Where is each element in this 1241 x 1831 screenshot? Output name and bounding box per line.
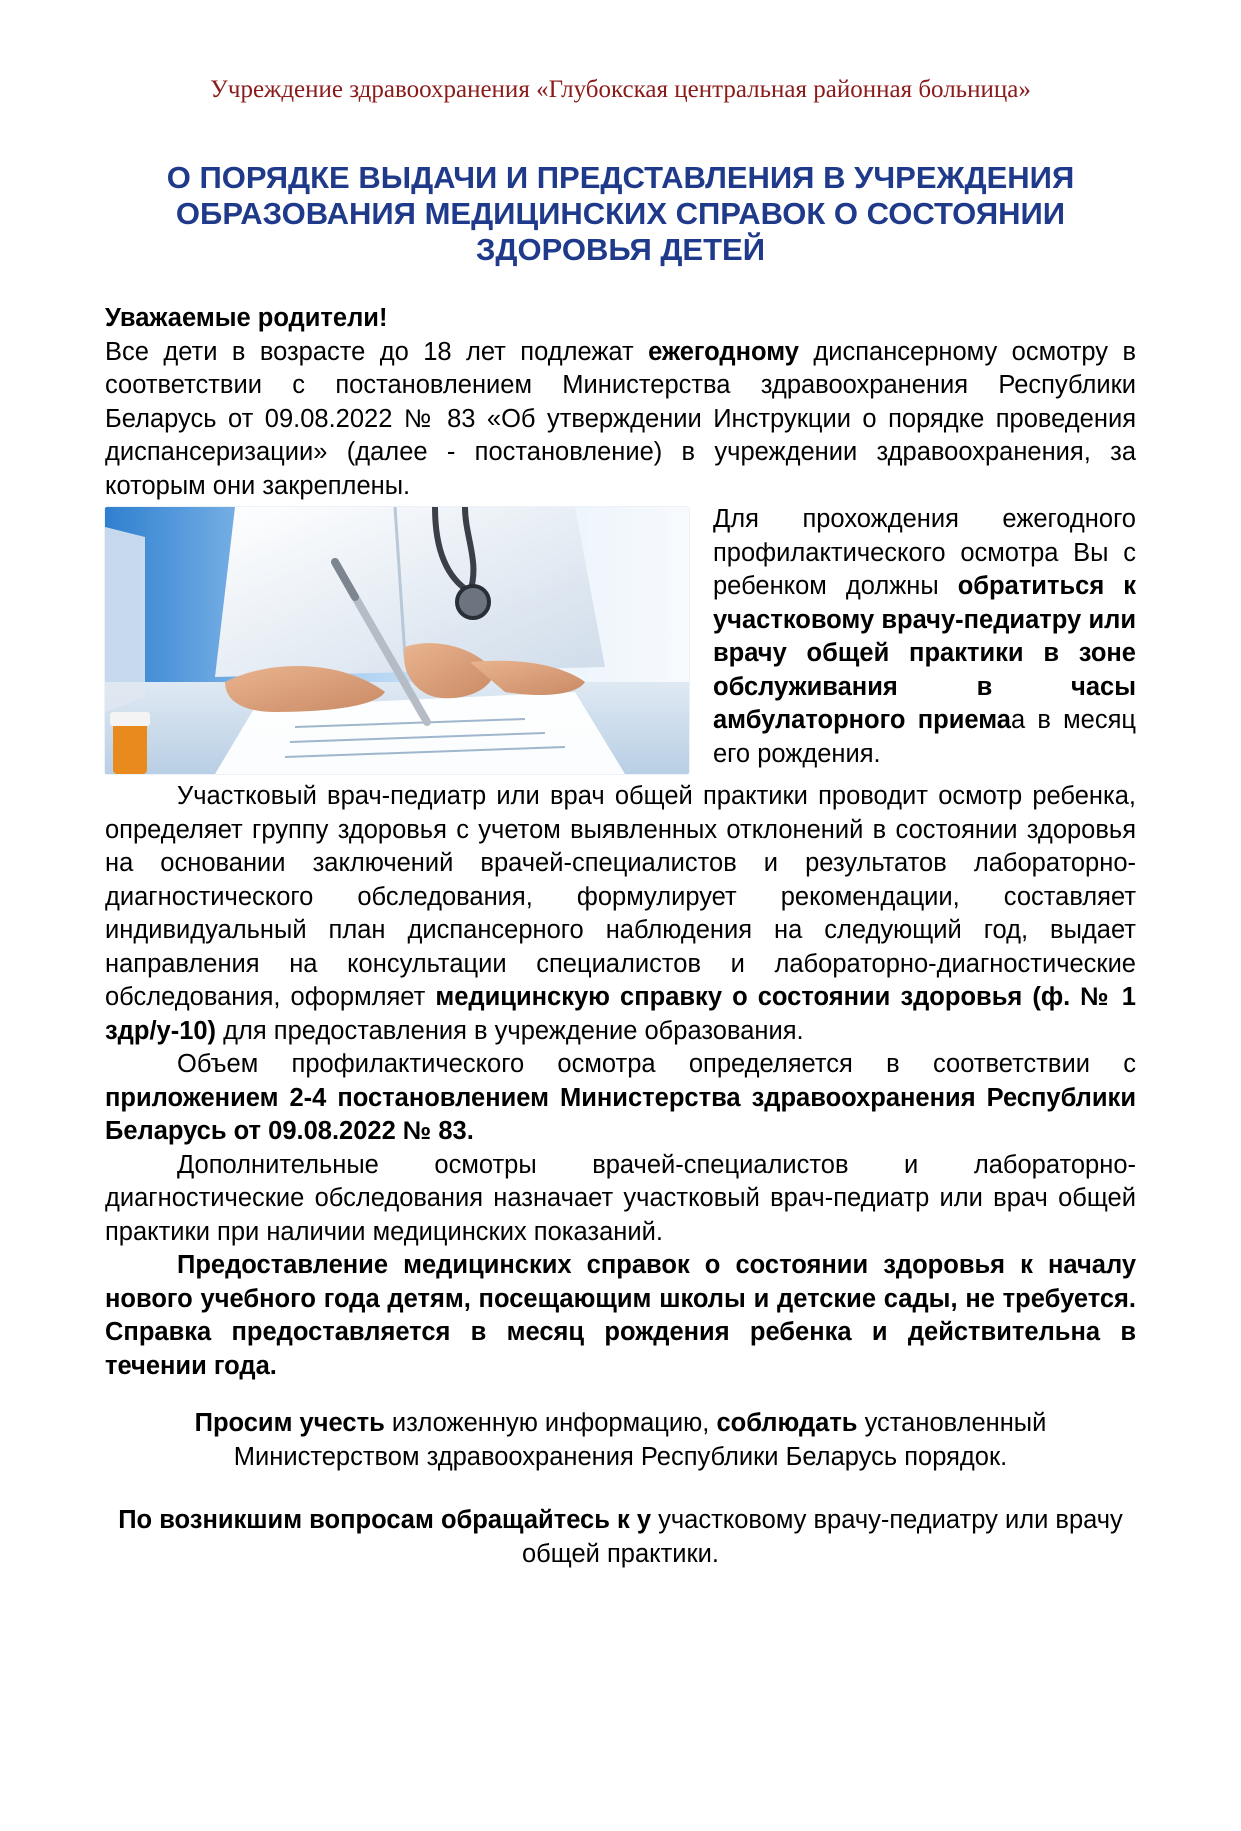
institution-name: Учреждение здравоохранения «Глубокская центральная районная больница» (210, 76, 1031, 103)
emphasis-appendix: приложением 2-4 постановлением Министерства здравоохранения Республики Беларусь от 09.08.2022 № 83. (105, 1083, 1136, 1145)
emphasis-annual: ежегодному (648, 337, 799, 366)
paragraph-text: Участковый врач-педиатр или врач общей практики проводит осмотр ребенка, определяет группу здоровья с учетом выявленных отклонений в состоянии здоровья на основании заключений врачей-специалистов и результатов лабораторно-диагностического обследования, формулирует рекомендации, составляет индивидуальный план диспансерного наблюдения на следующий год, выдает направления на консультации специалистов и лабораторно-диагностические обследования, оформляет (105, 782, 1136, 1011)
paragraph-intro (105, 336, 1136, 504)
closing-request (105, 1407, 1136, 1474)
closing-contact (105, 1504, 1136, 1571)
emphasis-comply: соблюдать (716, 1409, 858, 1437)
paragraph-text: диспансерному осмотру в соответствии с постановлением Министерства здравоохранения Республики Беларусь от 09.08.2022 № 83 «Об утверждении Инструкции о порядке проведения диспансеризации» (далее - постановление) в учреждении здравоохранения, за которым они закреплены. (105, 337, 1136, 500)
emphasis-please-consider: Просим учесть (194, 1409, 385, 1437)
emphasis-contact-doctor: обратиться к участковому врачу-педиатру или врачу общей практики в зоне обслуживания в часы амбулаторного приема (713, 572, 1136, 734)
paragraph-text: Для прохождения ежегодного профилактического осмотра Вы с ребенком должны (713, 505, 1136, 600)
paragraph-text: а в месяц его рождения. (713, 706, 1136, 768)
document-page (0, 76, 1241, 1831)
closing-text: установленный Министерством здравоохранения Республики Беларусь порядок. (233, 1409, 1047, 1471)
paragraph-text: Объем профилактического осмотра определяется в соответствии с (177, 1050, 1136, 1078)
emphasis-notice: Предоставление медицинских справок о состоянии здоровья к началу нового учебного года детям, посещающим школы и детские сады, не требуется. Справка предоставляется в месяц рождения ребенка и действительна в течении года. (105, 1251, 1136, 1380)
paragraph-notice (105, 1249, 1136, 1383)
paragraph-additional: Дополнительные осмотры врачей-специалистов и лабораторно-диагностические обследования назначает участковый врач-педиатр или врач общей практики при наличии медицинских показаний. (105, 1150, 1136, 1246)
document-title: О ПОРЯДКЕ ВЫДАЧИ И ПРЕДСТАВЛЕНИЯ В УЧРЕЖДЕНИЯ ОБРАЗОВАНИЯ МЕДИЦИНСКИХ СПРАВОК О СОСТОЯНИИ ЗДОРОВЬЯ ДЕТЕЙ (166, 160, 1075, 267)
paragraph-text: для предоставления в учреждение образования. (216, 1016, 804, 1045)
doctor-writing-photo-icon (105, 507, 689, 774)
closing-text: изложенную информацию, (384, 1409, 717, 1437)
emphasis-questions: По возникшим вопросам обращайтесь к у (118, 1506, 652, 1534)
emphasis-certificate: медицинскую справку о состоянии здоровья (ф. № 1 здр/у-10) (105, 983, 1136, 1045)
document-body (105, 302, 1136, 1383)
closing-text: участковому врачу-педиатру или врачу общей практики. (521, 1506, 1123, 1568)
paragraph-exam (105, 780, 1136, 1048)
doctor-writing-photo (105, 507, 689, 774)
paragraph-text: Все дети в возрасте до 18 лет подлежат (105, 337, 649, 366)
paragraph-scope (105, 1048, 1136, 1149)
greeting: Уважаемые родители! (105, 304, 388, 332)
